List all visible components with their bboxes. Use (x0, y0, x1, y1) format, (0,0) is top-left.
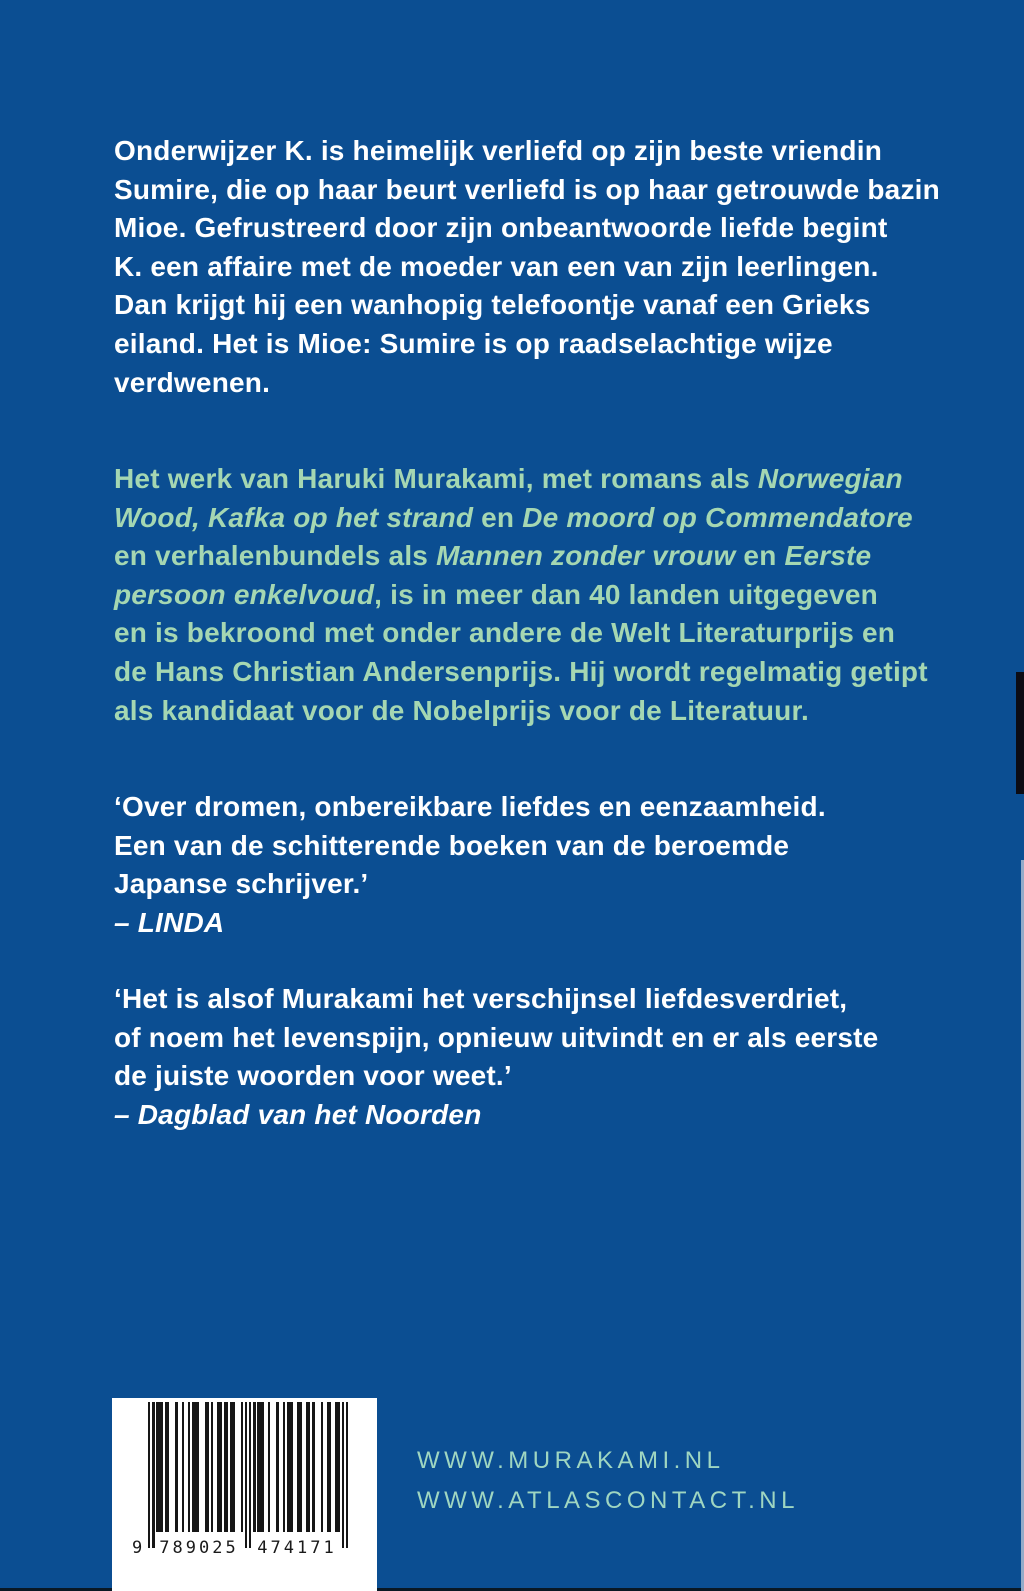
barcode-bar (249, 1402, 251, 1548)
text-line: de Hans Christian Andersenprijs. Hij wordt regelmatig getipt (114, 655, 928, 687)
text-line: verdwenen. (114, 366, 271, 398)
text-line: eiland. Het is Mioe: Sumire is op raadselachtige wijze (114, 327, 833, 359)
text-line: de juiste woorden voor weet.’ (114, 1060, 512, 1092)
barcode-bar (217, 1402, 221, 1532)
review-quote-dagblad (114, 980, 878, 1134)
text-line: Japanse schrijver.’ (114, 868, 369, 900)
atlascontact-url: WWW.ATLASCONTACT.NL (417, 1487, 799, 1514)
print-registration-mark (1016, 672, 1024, 794)
text-line: en verhalenbundels als Mannen zonder vrouw en Eerste (114, 540, 872, 572)
text-line: en is bekroond met onder andere de Welt Literaturprijs en (114, 617, 896, 649)
quote-text (114, 788, 826, 904)
isbn-digit-first: 9 (132, 1538, 143, 1558)
text-line: Dan krijgt hij een wanhopig telefoontje vanaf een Grieks (114, 289, 871, 321)
barcode-bar (152, 1402, 154, 1548)
review-quote-linda (114, 788, 826, 942)
text-line: persoon enkelvoud, is in meer dan 40 landen uitgegeven (114, 578, 878, 610)
barcode-bar (175, 1402, 177, 1532)
barcode-bar (346, 1402, 348, 1548)
barcode-bar (283, 1402, 285, 1532)
barcode-bar (287, 1402, 294, 1532)
quote-text (114, 980, 878, 1096)
synopsis-paragraph (114, 132, 940, 402)
author-bio-paragraph (114, 460, 928, 730)
barcode-bar (241, 1402, 243, 1532)
barcode-bar (188, 1402, 190, 1532)
text-line: Een van de schitterende boeken van de beroemde (114, 829, 790, 861)
barcode-bar (335, 1402, 339, 1532)
barcode-bar (211, 1402, 213, 1532)
text-line: Mioe. Gefrustreerd door zijn onbeantwoorde liefde begint (114, 212, 888, 244)
barcode-bar (297, 1402, 301, 1532)
text-line: K. een affaire met de moeder van een van zijn leerlingen. (114, 250, 879, 282)
barcode-bar (192, 1402, 199, 1532)
barcode-bar (182, 1402, 184, 1532)
text-line: ‘Het is alsof Murakami het verschijnsel liefdesverdriet, (114, 983, 848, 1014)
barcode-bar (268, 1402, 270, 1532)
barcode-bar (276, 1402, 278, 1532)
text-line: Wood, Kafka op het strand en De moord op Commendatore (114, 501, 913, 533)
text-line: of noem het levenspijn, opnieuw uitvindt en er als eerste (114, 1021, 879, 1053)
murakami-url: WWW.MURAKAMI.NL (417, 1447, 725, 1474)
barcode-bar (306, 1402, 310, 1532)
barcode-bar (312, 1402, 314, 1532)
barcode-bar (327, 1402, 331, 1532)
text-line: als kandidaat voor de Nobelprijs voor de Literatuur. (114, 694, 810, 726)
barcode-bar (156, 1402, 163, 1532)
barcode-bar (224, 1402, 228, 1532)
isbn-digits-right: 474171 (257, 1538, 337, 1558)
barcode-bar (148, 1402, 150, 1548)
quote-attribution: – LINDA (114, 906, 225, 938)
barcode-bar (205, 1402, 209, 1532)
barcode-bar (230, 1402, 234, 1532)
barcode-bar (321, 1402, 323, 1532)
barcode-bar (245, 1402, 247, 1548)
barcode-bar (257, 1402, 264, 1532)
barcode-bar (253, 1402, 255, 1532)
barcode-bar (342, 1402, 344, 1548)
barcode-panel (112, 1398, 377, 1591)
barcode-bar (165, 1402, 169, 1532)
isbn-digits-left: 789025 (159, 1538, 239, 1558)
text-line: Onderwijzer K. is heimelijk verliefd op zijn beste vriendin (114, 135, 883, 166)
text-line: Sumire, die op haar beurt verliefd is op haar getrouwde bazin (114, 173, 940, 205)
text-line: Het werk van Haruki Murakami, met romans als Norwegian (114, 463, 903, 494)
barcode-icon (148, 1402, 348, 1548)
text-line: ‘Over dromen, onbereikbare liefdes en eenzaamheid. (114, 791, 826, 822)
quote-attribution: – Dagblad van het Noorden (114, 1098, 482, 1130)
